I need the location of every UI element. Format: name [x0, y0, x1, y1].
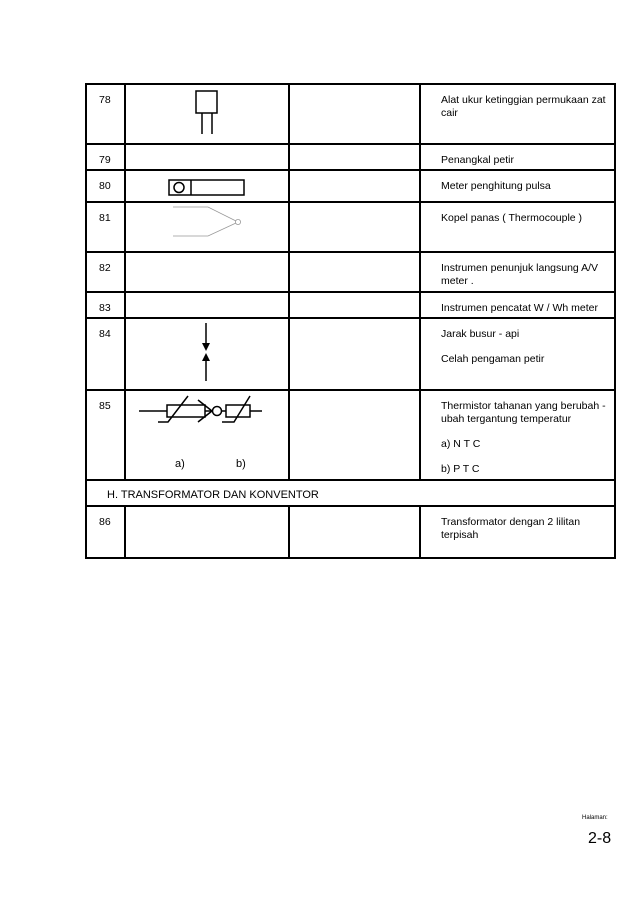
blank-cell — [289, 170, 420, 202]
row-number: 84 — [86, 318, 125, 390]
description-text: Jarak busur - api — [441, 328, 520, 340]
description-cell — [420, 252, 615, 292]
symbol-cell — [125, 84, 289, 144]
section-heading: H. TRANSFORMATOR DAN KONVENTOR — [86, 480, 615, 506]
description-text: Instrumen pencatat W / Wh meter — [441, 302, 598, 314]
table-row — [86, 202, 615, 252]
description-text: Meter penghitung pulsa — [441, 180, 551, 192]
spark-gap-symbol — [126, 319, 290, 391]
symbol-cell — [125, 202, 289, 252]
description-cell — [420, 144, 615, 170]
blank-cell — [289, 84, 420, 144]
page-number: 2-8 — [588, 830, 612, 847]
description-text: Thermistor tahanan yang berubah -ubah tergantung temperatur — [441, 400, 606, 425]
thermistor-symbol — [126, 391, 290, 481]
blank-cell — [289, 318, 420, 390]
row-number: 79 — [86, 144, 125, 170]
table-row — [86, 506, 615, 558]
description-cell — [420, 506, 615, 558]
thermocouple-symbol — [126, 203, 290, 253]
description-text: a) N T C — [441, 438, 481, 450]
section-row — [86, 480, 615, 506]
description-text: Celah pengaman petir — [441, 353, 545, 365]
table-row — [86, 252, 615, 292]
description-cell — [420, 292, 615, 318]
symbol-cell — [125, 506, 289, 558]
description-text: Kopel panas ( Thermocouple ) — [441, 212, 583, 224]
symbol-cell — [125, 170, 289, 202]
row-number: 83 — [86, 292, 125, 318]
symbol-cell — [125, 252, 289, 292]
blank-cell — [289, 292, 420, 318]
blank-cell — [289, 390, 420, 480]
description-text: Instrumen penunjuk langsung A/V meter . — [441, 262, 599, 287]
table-row — [86, 84, 615, 144]
table-row — [86, 318, 615, 390]
symbol-table — [85, 83, 616, 559]
blank-cell — [289, 144, 420, 170]
description-text: b) P T C — [441, 463, 480, 475]
table-row — [86, 144, 615, 170]
row-number: 85 — [86, 390, 125, 480]
table-row — [86, 170, 615, 202]
symbol-cell — [125, 144, 289, 170]
description-cell — [420, 170, 615, 202]
blank-cell — [289, 252, 420, 292]
blank-cell — [289, 202, 420, 252]
symbol-cell — [125, 390, 289, 480]
description-text: Transformator dengan 2 lilitan terpisah — [441, 516, 581, 541]
row-number: 80 — [86, 170, 125, 202]
description-cell — [420, 390, 615, 480]
row-number: 81 — [86, 202, 125, 252]
blank-cell — [289, 506, 420, 558]
description-cell — [420, 318, 615, 390]
footer-label: Halaman: — [582, 815, 608, 821]
table-row — [86, 292, 615, 318]
description-cell — [420, 202, 615, 252]
row-number: 78 — [86, 84, 125, 144]
symbol-label-b: b) — [236, 458, 246, 470]
table-row — [86, 390, 615, 480]
description-cell — [420, 84, 615, 144]
level-gauge-symbol — [126, 85, 290, 145]
symbol-cell — [125, 318, 289, 390]
row-number: 86 — [86, 506, 125, 558]
pulse-counter-symbol — [126, 171, 290, 203]
symbol-cell — [125, 292, 289, 318]
description-text: Alat ukur ketinggian permukaan zat cair — [441, 94, 606, 119]
symbol-label-a: a) — [175, 458, 185, 470]
row-number: 82 — [86, 252, 125, 292]
description-text: Penangkal petir — [441, 154, 514, 166]
